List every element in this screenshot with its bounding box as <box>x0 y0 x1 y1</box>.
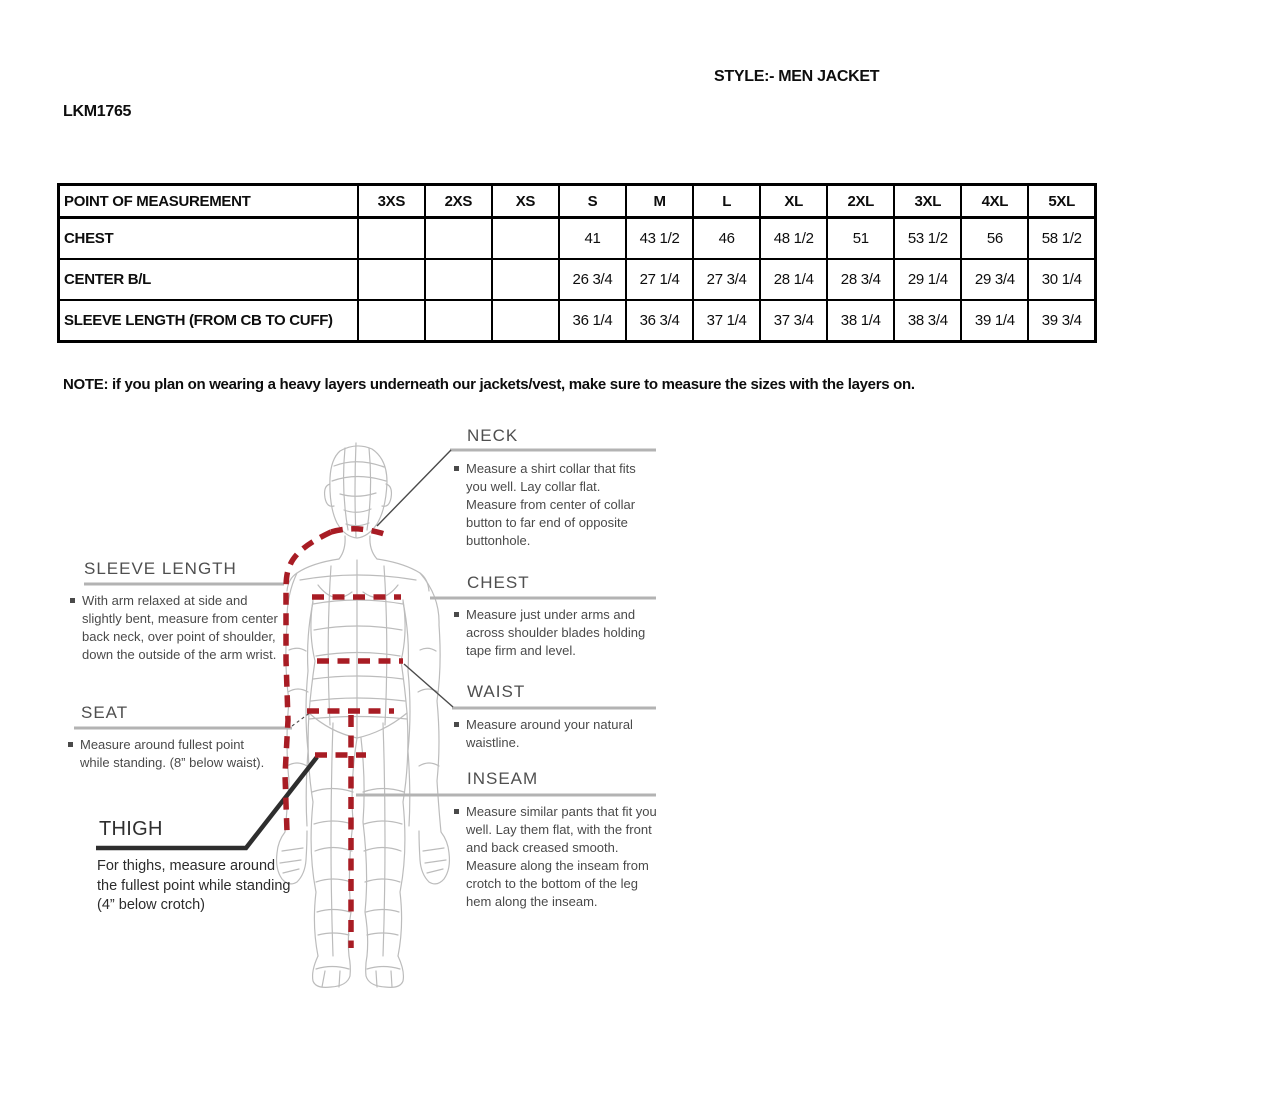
neck-measure-line <box>331 529 390 536</box>
guide-neck-title: NECK <box>467 426 519 445</box>
bullet-square-icon <box>70 598 75 603</box>
bullet-square-icon <box>454 722 459 727</box>
guide-waist-text: Measure around your natural waistline. <box>466 717 633 750</box>
size-value-cell <box>425 259 492 300</box>
col-header-point-of-measurement: POINT OF MEASUREMENT <box>59 185 358 218</box>
guide-waist <box>454 716 654 752</box>
size-value-cell: 37 1/4 <box>693 300 760 342</box>
guide-seat-title: SEAT <box>81 703 129 722</box>
guide-thigh-title-block <box>99 818 163 841</box>
guide-thigh <box>97 857 292 916</box>
size-value-cell: 46 <box>693 218 760 260</box>
col-header-size-5xl: 5XL <box>1028 185 1095 218</box>
size-value-cell <box>358 259 425 300</box>
size-value-cell: 30 1/4 <box>1028 259 1095 300</box>
size-value-cell: 43 1/2 <box>626 218 693 260</box>
size-value-cell: 48 1/2 <box>760 218 827 260</box>
size-value-cell: 36 3/4 <box>626 300 693 342</box>
bullet-square-icon <box>454 612 459 617</box>
size-value-cell <box>358 300 425 342</box>
bullet-square-icon <box>454 466 459 471</box>
guide-seat-text: Measure around fullest point while standing. (8” below waist). <box>80 737 265 770</box>
col-header-size-4xl: 4XL <box>961 185 1028 218</box>
size-value-cell: 53 1/2 <box>894 218 961 260</box>
col-header-size-l: L <box>693 185 760 218</box>
row-label: CENTER B/L <box>59 259 358 300</box>
row-label: CHEST <box>59 218 358 260</box>
guide-inseam-text: Measure similar pants that fit you well. Lay them flat, with the front and back creased smooth. Measure along the inseam from crotch to the bottom of the leg hem along the inseam. <box>466 804 657 909</box>
guide-neck <box>454 460 654 550</box>
bullet-square-icon <box>68 742 73 747</box>
size-value-cell: 58 1/2 <box>1028 218 1095 260</box>
size-value-cell: 38 1/4 <box>827 300 894 342</box>
row-label: SLEEVE LENGTH (FROM CB TO CUFF) <box>59 300 358 342</box>
size-value-cell <box>425 218 492 260</box>
guide-sleeve-text: With arm relaxed at side and slightly bent, measure from center back neck, over point of shoulder, down the outside of the arm wrist. <box>82 593 278 662</box>
note-text: NOTE: if you plan on wearing a heavy layers underneath our jackets/vest, make sure to measure the sizes with the layers on. <box>63 376 915 393</box>
size-value-cell: 26 3/4 <box>559 259 626 300</box>
mannequin-wireframe <box>277 443 450 987</box>
size-value-cell <box>492 300 559 342</box>
col-header-size-m: M <box>626 185 693 218</box>
guide-thigh-text: For thighs, measure around the fullest point while standing (4” below crotch) <box>97 858 291 914</box>
guide-sleeve-title-block <box>84 559 237 579</box>
guide-thigh-title: THIGH <box>99 818 163 840</box>
guide-sleeve-title: SLEEVE LENGTH <box>84 559 237 578</box>
table-row <box>59 259 1096 300</box>
style-code: LKM1765 <box>63 103 132 120</box>
guide-chest-text: Measure just under arms and across shoulder blades holding tape firm and level. <box>466 607 646 658</box>
size-value-cell <box>358 218 425 260</box>
guide-inseam-title: INSEAM <box>467 769 539 788</box>
guide-waist-title: WAIST <box>467 682 526 701</box>
size-value-cell: 36 1/4 <box>559 300 626 342</box>
table-header-row <box>59 185 1096 218</box>
col-header-size-2xs: 2XS <box>425 185 492 218</box>
size-value-cell: 29 3/4 <box>961 259 1028 300</box>
size-value-cell <box>425 300 492 342</box>
size-value-cell: 28 3/4 <box>827 259 894 300</box>
size-value-cell <box>492 218 559 260</box>
guide-inseam <box>454 803 666 911</box>
col-header-size-xl: XL <box>760 185 827 218</box>
size-value-cell: 41 <box>559 218 626 260</box>
size-value-cell: 39 3/4 <box>1028 300 1095 342</box>
size-value-cell: 38 3/4 <box>894 300 961 342</box>
col-header-size-2xl: 2XL <box>827 185 894 218</box>
guide-inseam-title-block <box>467 769 538 789</box>
col-header-size-3xl: 3XL <box>894 185 961 218</box>
size-value-cell <box>492 259 559 300</box>
guide-neck-title-block <box>467 426 518 446</box>
guide-sleeve <box>70 592 282 664</box>
measurement-diagram <box>0 420 1280 1060</box>
guide-chest-title: CHEST <box>467 573 530 592</box>
guide-seat <box>68 736 268 772</box>
size-value-cell: 37 3/4 <box>760 300 827 342</box>
size-value-cell: 51 <box>827 218 894 260</box>
table-row <box>59 300 1096 342</box>
guide-waist-title-block <box>467 682 525 702</box>
bullet-square-icon <box>454 809 459 814</box>
size-value-cell: 27 1/4 <box>626 259 693 300</box>
col-header-size-3xs: 3XS <box>358 185 425 218</box>
guide-chest-title-block <box>467 573 530 593</box>
guide-neck-text: Measure a shirt collar that fits you well. Lay collar flat. Measure from center of collar button to far end of opposite buttonhole. <box>466 461 636 548</box>
guide-seat-title-block <box>81 703 128 723</box>
col-header-size-xs: XS <box>492 185 559 218</box>
size-value-cell: 39 1/4 <box>961 300 1028 342</box>
size-table-wrap <box>57 183 1097 343</box>
style-title: STYLE:- MEN JACKET <box>714 68 880 85</box>
size-value-cell: 28 1/4 <box>760 259 827 300</box>
size-value-cell: 56 <box>961 218 1028 260</box>
size-table <box>57 183 1097 343</box>
guide-chest <box>454 606 664 660</box>
size-value-cell: 27 3/4 <box>693 259 760 300</box>
table-row <box>59 218 1096 260</box>
size-value-cell: 29 1/4 <box>894 259 961 300</box>
col-header-size-s: S <box>559 185 626 218</box>
